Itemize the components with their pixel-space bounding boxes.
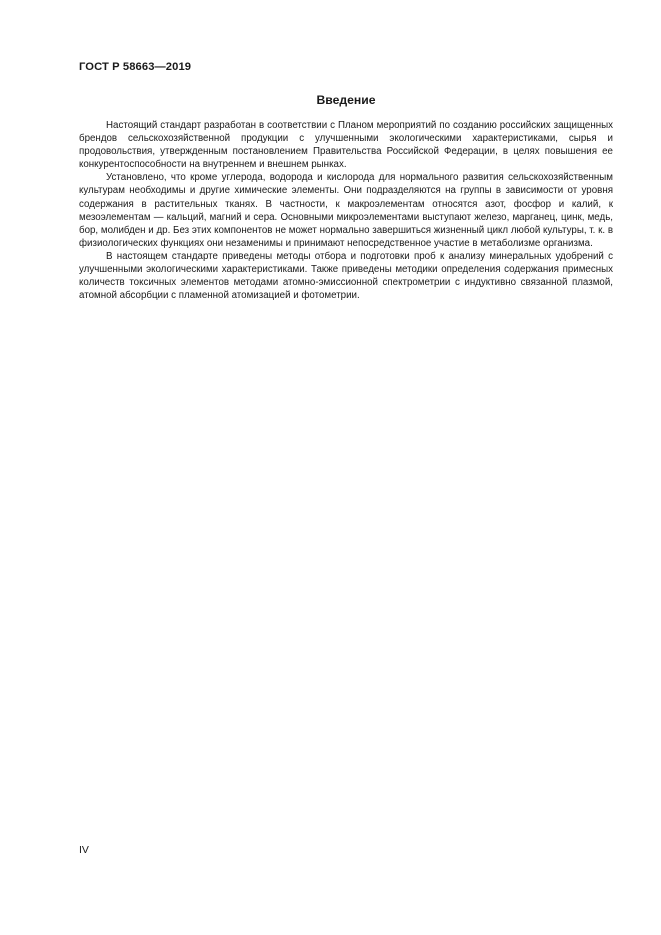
document-code: ГОСТ Р 58663—2019: [79, 61, 192, 73]
page-number: IV: [79, 844, 89, 856]
paragraph: В настоящем стандарте приведены методы отбора и подготовки проб к анализу минеральных удобрений с улучшенными экологическими характеристиками. Также приведены методики определения содержания примесных количеств токсичных элементов методами атомно-эмиссионной спектрометрии с индуктивно связанной плазмой, атомной абсорбции с пламенной атомизацией и фотометрии.: [79, 250, 613, 302]
paragraph: Настоящий стандарт разработан в соответствии с Планом мероприятий по созданию российских защищенных брендов сельскохозяйственной продукции с улучшенными экологическими характеристиками, сырья и продовольствия, утвержденным постановлением Правительства Российской Федерации, в целях повышения ее конкурентоспособности на внутреннем и внешнем рынках.: [79, 120, 613, 171]
paragraph: Установлено, что кроме углерода, водорода и кислорода для нормального развития сельскохозяйственным культурам необходимы и другие химические элементы. Они подразделяются на группы в зависимости от уровня содержания в растительных тканях. В частности, к макроэлементам относятся азот, фосфор и калий, к мезоэлементам — кальций, магний и сера. Основными микроэлементами выступают железо, марганец, цинк, медь, бор, молибден и др. Без этих компонентов не может нормально завершиться жизненный цикл любой культуры, т. к. в физиологических функциях они незаменимы и принимают непосредственное участие в метаболизме организма.: [79, 172, 613, 249]
body-text: [79, 119, 613, 302]
section-title: Введение: [316, 93, 376, 107]
